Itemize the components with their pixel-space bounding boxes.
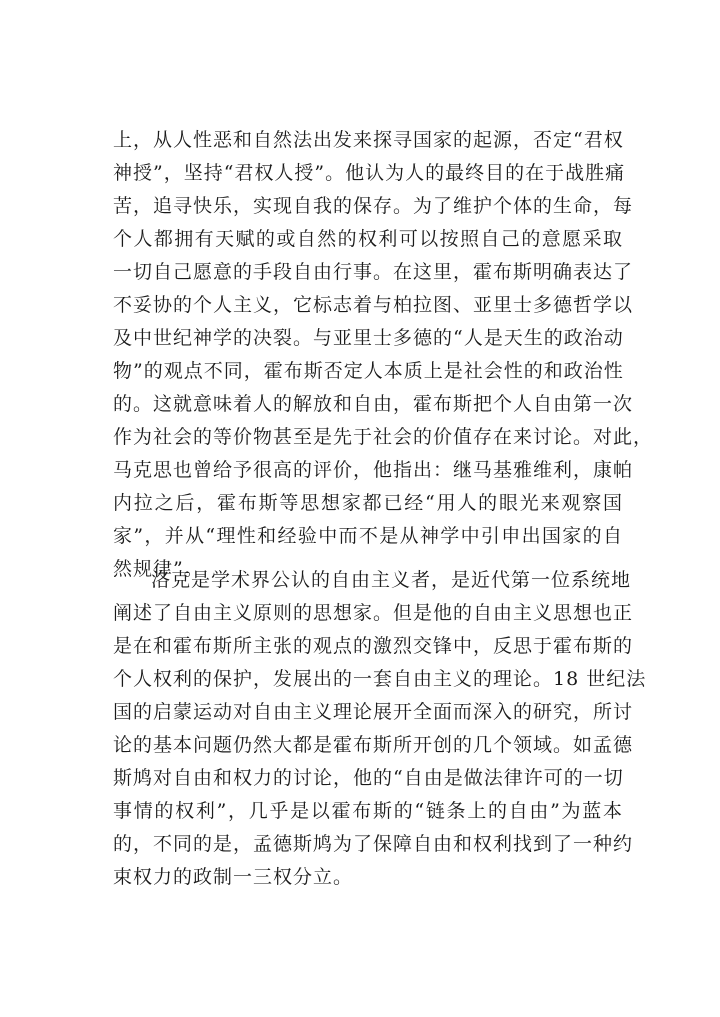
text-line: 及中世纪神学的决裂。与亚里士多德的“人是天生的政治动 [113, 327, 624, 349]
text-line: 束权力的政制一三权分立。 [113, 866, 354, 888]
text-line: 论的基本问题仍然大都是霍布斯所开创的几个领域。如孟德 [113, 734, 634, 756]
text-line: 事情的权利”，几乎是以霍布斯的“链条上的自由”为蓝本 [113, 800, 623, 822]
text-line: 阐述了自由主义原则的思想家。但是他的自由主义思想也正 [113, 602, 634, 624]
text-line: 作为社会的等价物甚至是先于社会的价值存在来讨论。对此， [113, 426, 654, 448]
text-line: 国的启蒙运动对自由主义理论展开全面而深入的研究，所讨 [113, 701, 634, 723]
text-line: 苦，追寻快乐，实现自我的保存。为了维护个体的生命，每 [113, 195, 634, 217]
text-line: 个人权利的保护，发展出的一套自由主义的理论。18 世纪法 [113, 668, 647, 690]
text-line: 家”，并从“理性和经验中而不是从神学中引申出国家的自 [113, 525, 623, 547]
text-line: 物”的观点不同，霍布斯否定人本质上是社会性的和政治性 [113, 360, 624, 382]
paragraph-locke [113, 564, 647, 894]
text-line: 神授”，坚持“君权人授”。他认为人的最终目的在于战胜痛 [113, 162, 626, 184]
text-line: 洛克是学术界公认的自由主义者，是近代第一位系统地 [151, 569, 632, 591]
text-line: 马克思也曾给予很高的评价，他指出：继马基雅维利，康帕 [113, 459, 634, 481]
text-line: 的。这就意味着人的解放和自由，霍布斯把个人自由第一次 [113, 393, 634, 415]
text-line: 不妥协的个人主义，它标志着与柏拉图、亚里士多德哲学以 [113, 294, 634, 316]
text-line: 内拉之后，霍布斯等思想家都已经“用人的眼光来观察国 [113, 492, 623, 514]
text-line: 斯鸠对自由和权力的讨论，他的“自由是做法律许可的一切 [113, 767, 624, 789]
text-line: 然规律”。 [113, 558, 204, 580]
text-line: 上，从人性恶和自然法出发来探寻国家的起源，否定“君权 [113, 129, 624, 151]
text-line: 个人都拥有天赋的或自然的权利可以按照自己的意愿采取 [113, 228, 623, 250]
text-line: 是在和霍布斯所主张的观点的激烈交锋中，反思于霍布斯的 [113, 635, 634, 657]
text-line: 一切自己愿意的手段自由行事。在这里，霍布斯明确表达了 [113, 261, 634, 283]
text-line: 的，不同的是，孟德斯鸠为了保障自由和权利找到了一种约 [113, 833, 634, 855]
paragraph-hobbes [113, 124, 654, 586]
